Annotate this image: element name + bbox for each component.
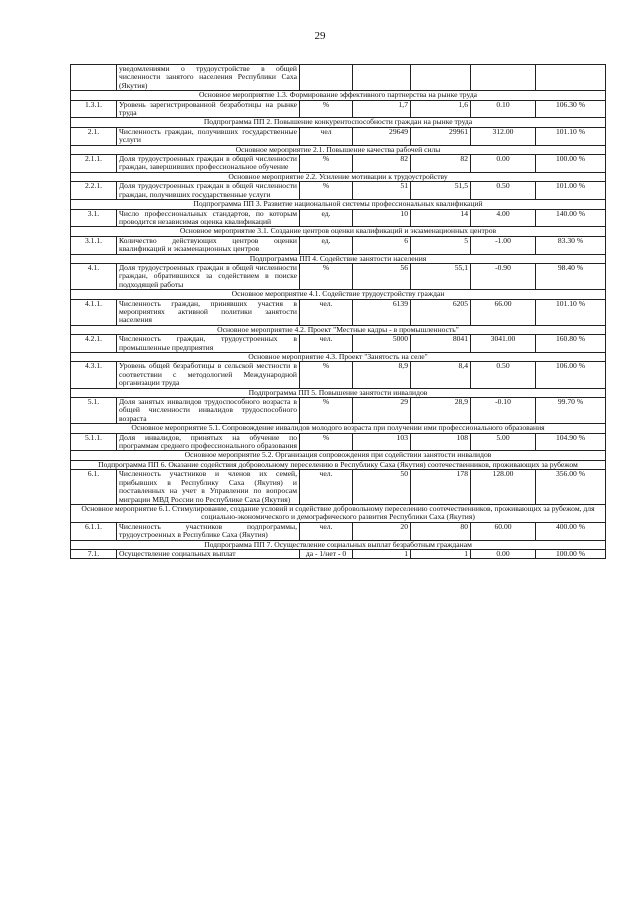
indicator-number: 2.1. — [71, 127, 117, 145]
section-header-row — [71, 145, 606, 154]
indicator-number: 7.1. — [71, 549, 117, 558]
indicator-description: Численность граждан, получивших государственные услуги — [117, 127, 300, 145]
section-header-row — [71, 460, 606, 469]
actual-value: 51,5 — [411, 182, 471, 200]
section-header-row — [71, 290, 606, 299]
indicator-number — [71, 65, 117, 91]
section-title: Подпрограмма ПП 6. Оказание содействия добровольному переселению в Республику Саха (Якутия) соотечественников, проживающих за рубежом — [71, 460, 606, 469]
deviation-value: -0.90 — [471, 263, 536, 289]
indicator-number: 2.1.1. — [71, 155, 117, 173]
indicator-row — [71, 263, 606, 289]
indicator-description: уведомлениями о трудоустройстве в общей численности занятого населения Республики Саха (Якутия) — [117, 65, 300, 91]
deviation-value: 0.50 — [471, 182, 536, 200]
completion-percent — [536, 65, 606, 91]
section-title: Основное мероприятие 2.1. Повышение качества рабочей силы — [71, 145, 606, 154]
section-title: Подпрограмма ПП 7. Осуществление социальных выплат безработным гражданам — [71, 540, 606, 549]
indicator-row — [71, 100, 606, 118]
deviation-value: 60.00 — [471, 522, 536, 540]
planned-value — [353, 65, 411, 91]
indicators-table-body — [71, 65, 606, 559]
indicator-number: 3.1.1. — [71, 236, 117, 254]
indicator-description: Доля занятых инвалидов трудоспособного возраста в общей численности инвалидов трудоспособного возраста — [117, 398, 300, 424]
indicator-description: Осуществление социальных выплат — [117, 549, 300, 558]
section-header-row — [71, 254, 606, 263]
section-title: Основное мероприятие 2.2. Усиление мотивации к трудоустройству — [71, 172, 606, 181]
deviation-value: 0.00 — [471, 155, 536, 173]
section-header-row — [71, 504, 606, 522]
actual-value: 28,9 — [411, 398, 471, 424]
indicator-number: 3.1. — [71, 209, 117, 227]
indicator-number: 4.3.1. — [71, 362, 117, 388]
indicator-row — [71, 65, 606, 91]
section-header-row — [71, 172, 606, 181]
indicator-row — [71, 549, 606, 558]
section-title: Основное мероприятие 4.2. Проект "Местные кадры - в промышленность" — [71, 325, 606, 334]
indicator-unit: да - 1/нет - 0 — [300, 549, 353, 558]
indicator-description: Доля трудоустроенных граждан в общей численности граждан, получивших государственные услуги — [117, 182, 300, 200]
indicator-description: Уровень общей безработицы в сельской местности в соответствии с методологией Международной организации труда — [117, 362, 300, 388]
indicator-description: Количество действующих центров оценки квалификаций и экзаменационных центров — [117, 236, 300, 254]
indicator-unit: % — [300, 362, 353, 388]
section-header-row — [71, 451, 606, 460]
indicator-row — [71, 398, 606, 424]
indicator-description: Доля инвалидов, принятых на обучение по программам среднего профессионального образования — [117, 433, 300, 451]
planned-value: 56 — [353, 263, 411, 289]
actual-value: 1,6 — [411, 100, 471, 118]
deviation-value — [471, 65, 536, 91]
indicator-description: Уровень зарегистрированной безработицы на рынке труда — [117, 100, 300, 118]
actual-value: 55,1 — [411, 263, 471, 289]
indicator-unit: % — [300, 398, 353, 424]
section-header-row — [71, 200, 606, 209]
completion-percent: 101.00 % — [536, 182, 606, 200]
indicator-number: 2.2.1. — [71, 182, 117, 200]
planned-value: 51 — [353, 182, 411, 200]
indicator-unit: % — [300, 263, 353, 289]
deviation-value: 5.00 — [471, 433, 536, 451]
indicator-number: 6.1. — [71, 470, 117, 505]
deviation-value: 66.00 — [471, 299, 536, 325]
planned-value: 1 — [353, 549, 411, 558]
indicator-description: Число профессиональных стандартов, по которым проводится независимая оценка квалификаций — [117, 209, 300, 227]
completion-percent: 83.30 % — [536, 236, 606, 254]
completion-percent: 356.00 % — [536, 470, 606, 505]
completion-percent: 101.10 % — [536, 299, 606, 325]
actual-value: 8,4 — [411, 362, 471, 388]
section-title: Основное мероприятие 3.1. Создание центров оценки квалификаций и экзаменационных центров — [71, 227, 606, 236]
indicator-number: 4.1.1. — [71, 299, 117, 325]
indicator-unit: чел. — [300, 299, 353, 325]
indicator-number: 4.2.1. — [71, 335, 117, 353]
indicator-unit — [300, 65, 353, 91]
section-header-row — [71, 227, 606, 236]
section-title: Подпрограмма ПП 5. Повышение занятости инвалидов — [71, 388, 606, 397]
planned-value: 5000 — [353, 335, 411, 353]
completion-percent: 160.80 % — [536, 335, 606, 353]
section-title: Основное мероприятие 4.1. Содействие трудоустройству граждан — [71, 290, 606, 299]
indicator-description: Численность участников и членов их семей, прибывших в Республику Саха (Якутия) и поставленных на учет в Управлении по вопросам миграции МВД России по Республике Саха (Якутия) — [117, 470, 300, 505]
planned-value: 29649 — [353, 127, 411, 145]
deviation-value: -0.10 — [471, 398, 536, 424]
actual-value: 80 — [411, 522, 471, 540]
indicator-number: 6.1.1. — [71, 522, 117, 540]
indicator-unit: чел. — [300, 522, 353, 540]
indicator-unit: % — [300, 100, 353, 118]
indicator-row — [71, 335, 606, 353]
deviation-value: 3041.00 — [471, 335, 536, 353]
indicator-row — [71, 470, 606, 505]
section-header-row — [71, 118, 606, 127]
indicator-description: Численность участников подпрограммы, трудоустроенных в Республике Саха (Якутия) — [117, 522, 300, 540]
indicator-description: Доля трудоустроенных граждан в общей численности граждан, завершивших профессиональное обучение — [117, 155, 300, 173]
indicator-row — [71, 522, 606, 540]
indicator-row — [71, 182, 606, 200]
section-title: Основное мероприятие 4.3. Проект "Занятость на селе" — [71, 353, 606, 362]
completion-percent: 101.10 % — [536, 127, 606, 145]
deviation-value: 0.10 — [471, 100, 536, 118]
indicator-unit: ед. — [300, 236, 353, 254]
indicator-unit: чел. — [300, 335, 353, 353]
indicator-unit: % — [300, 433, 353, 451]
deviation-value: 312.00 — [471, 127, 536, 145]
indicator-description: Доля трудоустроенных граждан в общей численности граждан, обратившихся за содействием в поиске подходящей работы — [117, 263, 300, 289]
page-number: 29 — [314, 30, 326, 42]
section-title: Основное мероприятие 5.1. Сопровождение инвалидов молодого возраста при получении ими профессионального образования — [71, 424, 606, 433]
section-title: Подпрограмма ПП 4. Содействие занятости населения — [71, 254, 606, 263]
indicator-number: 4.1. — [71, 263, 117, 289]
actual-value: 29961 — [411, 127, 471, 145]
actual-value: 1 — [411, 549, 471, 558]
section-title: Основное мероприятие 6.1. Стимулирование, создание условий и содействие добровольному переселению соотечественников, проживающих за рубежом, для социально-экономического и демографического развития Республики Саха (Якутия) — [71, 504, 606, 522]
actual-value: 14 — [411, 209, 471, 227]
indicator-row — [71, 127, 606, 145]
section-header-row — [71, 388, 606, 397]
completion-percent: 106.00 % — [536, 362, 606, 388]
indicator-row — [71, 362, 606, 388]
planned-value: 103 — [353, 433, 411, 451]
planned-value: 82 — [353, 155, 411, 173]
deviation-value: 4.00 — [471, 209, 536, 227]
planned-value: 50 — [353, 470, 411, 505]
indicator-description: Численность граждан, принявших участия в мероприятиях активной политики занятости населения — [117, 299, 300, 325]
section-header-row — [71, 325, 606, 334]
section-title: Подпрограмма ПП 2. Повышение конкурентоспособности граждан на рынке труда — [71, 118, 606, 127]
completion-percent: 106.30 % — [536, 100, 606, 118]
actual-value: 5 — [411, 236, 471, 254]
planned-value: 8,9 — [353, 362, 411, 388]
planned-value: 20 — [353, 522, 411, 540]
planned-value: 1,7 — [353, 100, 411, 118]
indicator-description: Численность граждан, трудоустроенных в промышленные предприятия — [117, 335, 300, 353]
indicator-number: 5.1.1. — [71, 433, 117, 451]
deviation-value: -1.00 — [471, 236, 536, 254]
indicator-row — [71, 433, 606, 451]
actual-value: 82 — [411, 155, 471, 173]
actual-value — [411, 65, 471, 91]
planned-value: 6 — [353, 236, 411, 254]
section-header-row — [71, 91, 606, 100]
actual-value: 6205 — [411, 299, 471, 325]
completion-percent: 98.40 % — [536, 263, 606, 289]
deviation-value: 0.00 — [471, 549, 536, 558]
actual-value: 178 — [411, 470, 471, 505]
planned-value: 29 — [353, 398, 411, 424]
indicator-row — [71, 236, 606, 254]
indicator-row — [71, 155, 606, 173]
indicator-unit: % — [300, 182, 353, 200]
actual-value: 8041 — [411, 335, 471, 353]
completion-percent: 100.00 % — [536, 155, 606, 173]
indicator-unit: ед. — [300, 209, 353, 227]
completion-percent: 99.70 % — [536, 398, 606, 424]
indicator-number: 1.3.1. — [71, 100, 117, 118]
completion-percent: 104.90 % — [536, 433, 606, 451]
indicator-unit: % — [300, 155, 353, 173]
planned-value: 6139 — [353, 299, 411, 325]
section-title: Подпрограмма ПП 3. Развитие национальной системы профессиональных квалификаций — [71, 200, 606, 209]
indicators-table — [70, 64, 606, 559]
indicator-number: 5.1. — [71, 398, 117, 424]
indicator-row — [71, 209, 606, 227]
indicator-unit: чел. — [300, 470, 353, 505]
deviation-value: 128.00 — [471, 470, 536, 505]
section-title: Основное мероприятие 5.2. Организация сопровождения при содействии занятости инвалидов — [71, 451, 606, 460]
indicator-row — [71, 299, 606, 325]
actual-value: 108 — [411, 433, 471, 451]
completion-percent: 400.00 % — [536, 522, 606, 540]
section-header-row — [71, 424, 606, 433]
completion-percent: 100.00 % — [536, 549, 606, 558]
completion-percent: 140.00 % — [536, 209, 606, 227]
indicator-unit: чел — [300, 127, 353, 145]
section-header-row — [71, 353, 606, 362]
section-header-row — [71, 540, 606, 549]
planned-value: 10 — [353, 209, 411, 227]
section-title: Основное мероприятие 1.3. Формирование эффективного партнерства на рынке труда — [71, 91, 606, 100]
deviation-value: 0.50 — [471, 362, 536, 388]
